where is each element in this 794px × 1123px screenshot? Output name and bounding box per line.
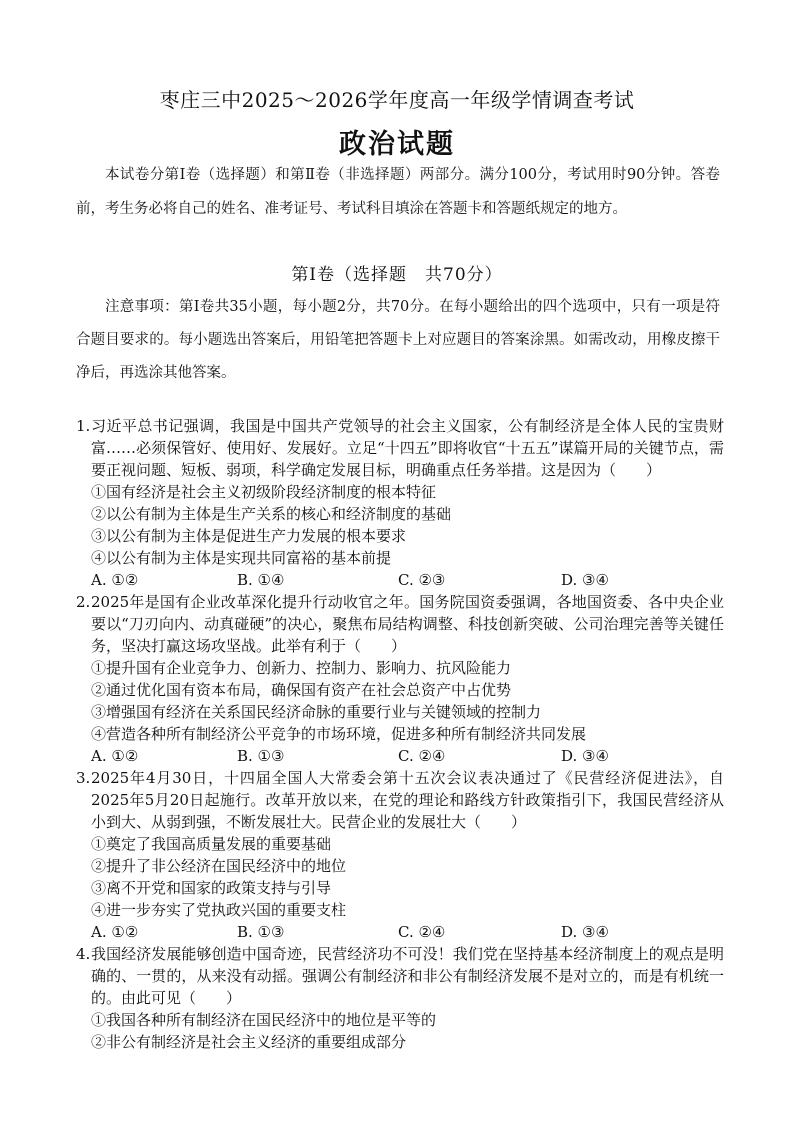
statement-option: ④进一步夯实了党执政兴国的重要支柱 <box>91 901 347 919</box>
choice-c: C. ②③ <box>398 571 446 589</box>
exam-instructions: 本试卷分第Ⅰ卷（选择题）和第Ⅱ卷（非选择题）两部分。满分100分，考试用时90分钟。答卷前，考生务必将自己的姓名、准考证号、考试科目填涂在答题卡和答题纸规定的地方。 <box>76 167 720 217</box>
statement-option: ①我国各种所有制经济在国民经济中的地位是平等的 <box>91 1011 437 1029</box>
statement-option: ③以公有制为主体是促进生产力发展的根本要求 <box>91 527 407 545</box>
question-3 <box>76 767 724 943</box>
question-text: 习近平总书记强调，我国是中国共产党领导的社会主义国家，公有制经济是全体人民的宝贵财富……必须保管好、使用好、发展好。立足“十四五”即将收官“十五五”谋篇开局的关键节点，需要正视问题、短板、弱项，科学确定发展目标，明确重点任务举措。这是因为（ ） <box>91 417 724 479</box>
exam-title: 枣庄三中2025～2026学年度高一年级学情调查考试 <box>159 88 635 112</box>
statement-option: ②非公有制经济是社会主义经济的重要组成部分 <box>91 1033 407 1051</box>
question-number: 2. <box>76 593 91 611</box>
answer-choices <box>76 921 724 943</box>
question-text: 2025年4月30日，十四届全国人大常委会第十五次会议表决通过了《民营经济促进法》，自2025年5月20日起施行。改革开放以来，在党的理论和路线方针政策指引下，我国民营经济从小到大、从弱到强，不断发展壮大。民营企业的发展壮大（ ） <box>91 769 724 831</box>
question-text: 2025年是国有企业改革深化提升行动收官之年。国务院国资委强调，各地国资委、各中央企业要以“刀刃向内、动真碰硬”的决心，聚焦布局结构调整、科技创新突破、公司治理完善等关键任务，坚决打赢这场攻坚战。此举有利于（ ） <box>91 593 724 655</box>
section-title: 第Ⅰ卷（选择题 共70分） <box>291 265 503 285</box>
exam-subject-title: 政治试题 <box>339 129 455 160</box>
question-stem <box>76 591 724 657</box>
choice-a: A. ①② <box>91 747 139 765</box>
question-stem <box>76 415 724 481</box>
statement-option: ②通过优化国有资本布局，确保国有资产在社会总资产中占优势 <box>91 681 512 699</box>
question-2 <box>76 591 724 767</box>
choice-d: D. ③④ <box>561 571 609 589</box>
question-number: 4. <box>76 945 91 963</box>
choice-c: C. ②④ <box>398 747 446 765</box>
question-stem <box>76 943 724 1009</box>
question-stem <box>76 767 724 833</box>
answer-choices <box>76 745 724 767</box>
choice-b: B. ①③ <box>237 747 285 765</box>
choice-d: D. ③④ <box>561 747 609 765</box>
choice-c: C. ②④ <box>398 923 446 941</box>
question-text: 我国经济发展能够创造中国奇迹，民营经济功不可没！我们党在坚持基本经济制度上的观点是明确的、一贯的，从来没有动摇。强调公有制经济和非公有制经济发展不是对立的，而是有机统一的。由此可见（ ） <box>91 945 724 1007</box>
statement-option: ③增强国有经济在关系国民经济命脉的重要行业与关键领域的控制力 <box>91 703 542 721</box>
question-list <box>76 415 724 1053</box>
choice-a: A. ①② <box>91 571 139 589</box>
statement-option: ①奠定了我国高质量发展的重要基础 <box>91 835 332 853</box>
statement-option: ②提升了非公经济在国民经济中的地位 <box>91 857 347 875</box>
question-number: 3. <box>76 769 91 787</box>
question-4 <box>76 943 724 1053</box>
choice-a: A. ①② <box>91 923 139 941</box>
statement-option: ①提升国有企业竞争力、创新力、控制力、影响力、抗风险能力 <box>91 659 512 677</box>
choice-b: B. ①④ <box>237 571 285 589</box>
choice-d: D. ③④ <box>561 923 609 941</box>
choice-b: B. ①③ <box>237 923 285 941</box>
statement-option: ②以公有制为主体是生产关系的核心和经济制度的基础 <box>91 505 452 523</box>
statement-option: ④以公有制为主体是实现共同富裕的基本前提 <box>91 549 392 567</box>
statement-option: ①国有经济是社会主义初级阶段经济制度的根本特征 <box>91 483 437 501</box>
question-number: 1. <box>76 417 91 435</box>
section-notice: 注意事项：第Ⅰ卷共35小题，每小题2分，共70分。在每小题给出的四个选项中，只有一项是符合题目要求的。每小题选出答案后，用铅笔把答题卡上对应题目的答案涂黑。如需改动，用橡皮擦干净后，再选涂其他答案。 <box>76 299 720 381</box>
statement-option: ③离不开党和国家的政策支持与引导 <box>91 879 332 897</box>
answer-choices <box>76 569 724 591</box>
question-1 <box>76 415 724 591</box>
statement-option: ④营造各种所有制经济公平竞争的市场环境，促进多种所有制经济共同发展 <box>91 725 587 743</box>
